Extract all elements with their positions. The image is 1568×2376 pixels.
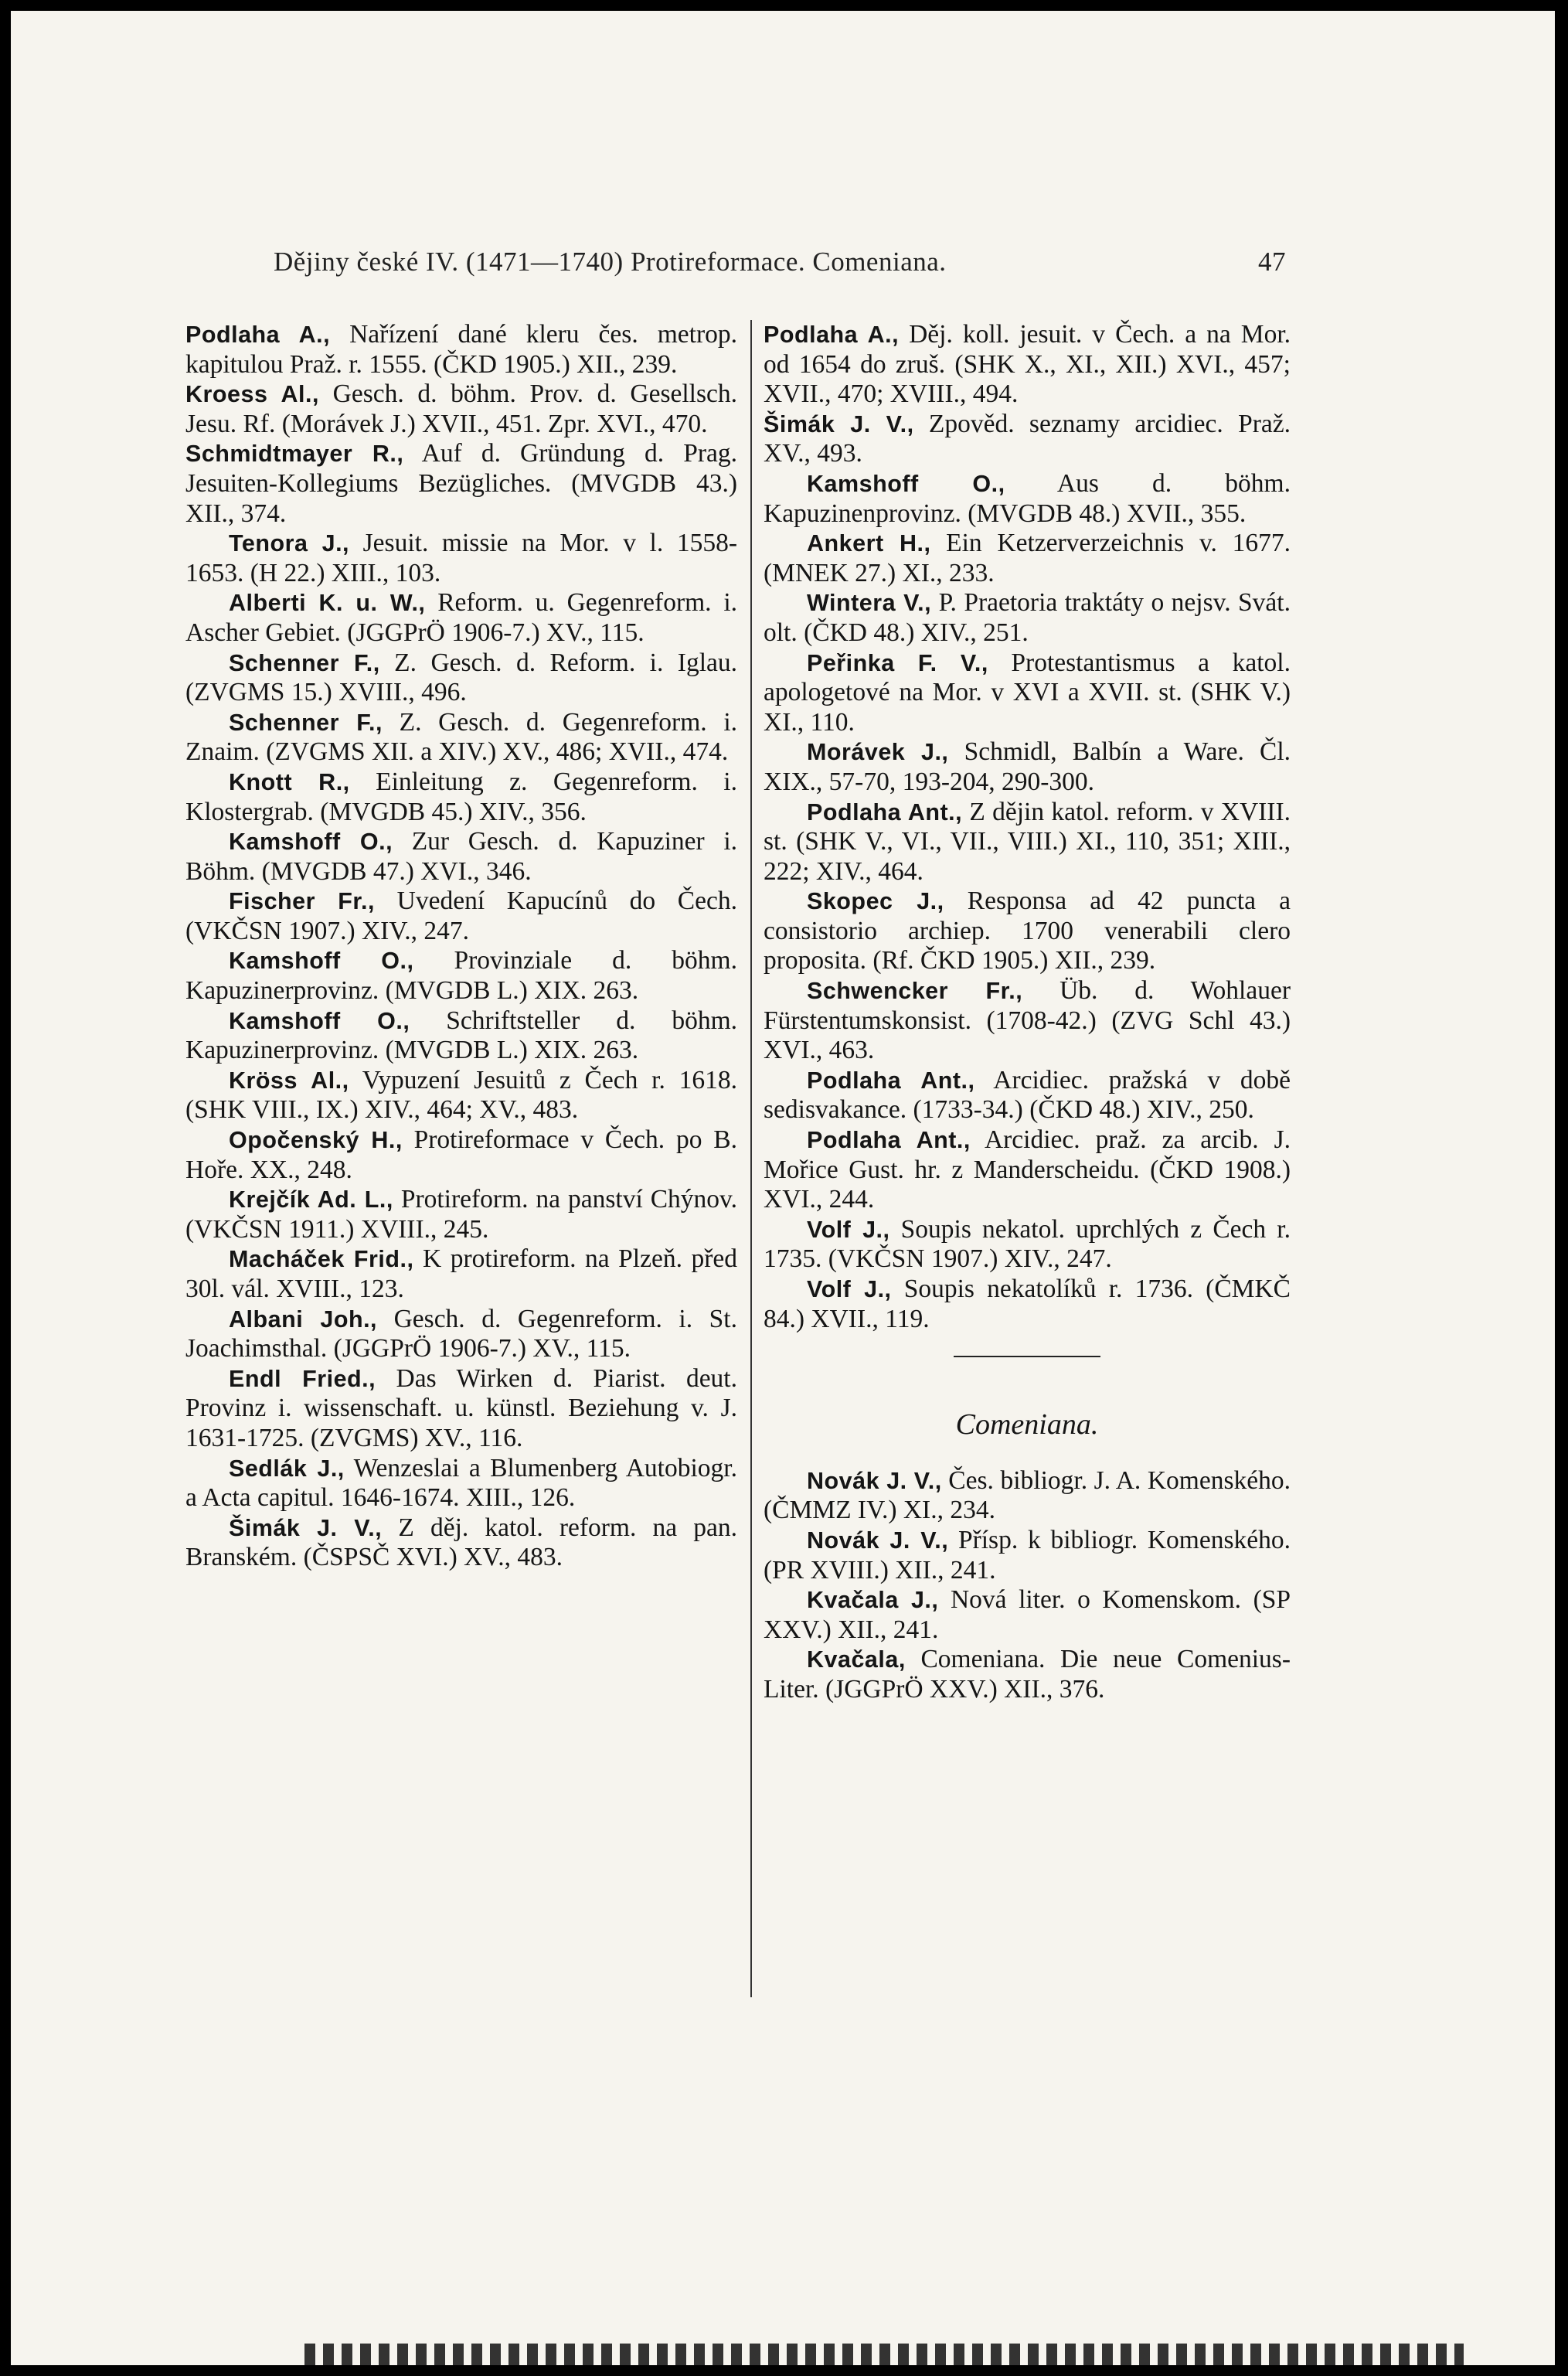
entry-author: Kvačala J., <box>807 1587 939 1614</box>
entry-author: Macháček Frid., <box>229 1246 414 1273</box>
entry-author: Volf J., <box>807 1216 890 1243</box>
bibliography-entry <box>185 1006 737 1066</box>
entry-text: Z. Gesch. d. Reform. i. Iglau. (ZVGMS 15.) XVIII., 496. <box>185 648 737 707</box>
bibliography-entry <box>185 1305 737 1364</box>
entry-text: Z děj. katol. reform. na pan. Branském. (ČSPSČ XVI.) XV., 483. <box>185 1513 737 1572</box>
entry-text: Z dějin katol. reform. v XVIII. st. (SHK V., VI., VII., VIII.) XI., 110, 351; XIII., 222; XIV., 464. <box>764 797 1291 886</box>
entry-text: Comeniana. Die neue Comenius-Liter. (JGGPrÖ XXV.) XII., 376. <box>764 1645 1291 1704</box>
bibliography-entry <box>185 320 737 380</box>
entry-text: Üb. d. Wohlauer Fürstentumskonsist. (1708-42.) (ZVG Schl 43.) XVI., 463. <box>764 976 1291 1065</box>
bibliography-entry <box>185 648 737 708</box>
running-head-title: Dějiny české IV. (1471—1740) Protireformace. Comeniana. <box>274 247 947 277</box>
bibliography-entry <box>764 1466 1291 1526</box>
entry-text: Schriftsteller d. böhm. Kapuzinerprovinz. (MVGDB L.) XIX. 263. <box>185 1006 737 1065</box>
bibliography-entry <box>185 946 737 1006</box>
bibliography-entry <box>185 1185 737 1244</box>
entry-text: Soupis nekatolíků r. 1736. (ČMKČ 84.) XVII., 119. <box>764 1275 1291 1333</box>
entry-text: Nová liter. o Komenskom. (SP XXV.) XII., 241. <box>764 1585 1291 1644</box>
entry-author: Peřinka F. V., <box>807 649 988 676</box>
bibliography-entry <box>185 529 737 588</box>
entry-text: Děj. koll. jesuit. v Čech. a na Mor. od 1654 do zruš. (SHK X., XI., XII.) XVI., 457; XVII., 470; XVIII., 494. <box>764 320 1291 409</box>
entry-text: Ein Ketzerverzeichnis v. 1677. (MNEK 27.) XI., 233. <box>764 529 1291 587</box>
bibliography-entry <box>764 1526 1291 1585</box>
entry-text: Nařízení dané kleru čes. metrop. kapitulou Praž. r. 1555. (ČKD 1905.) XII., 239. <box>185 320 737 379</box>
bibliography-entry <box>185 887 737 946</box>
bibliography-entry <box>185 1364 737 1454</box>
entry-author: Podlaha A., <box>185 322 331 348</box>
bibliography-entry <box>764 529 1291 588</box>
section-title-comeniana: Comeniana. <box>955 1408 1099 1442</box>
bibliography-entry <box>764 1585 1291 1645</box>
bibliography-entry <box>764 648 1291 738</box>
entry-text: Arcidiec. pražská v době sedisvakance. (1733-34.) (ČKD 48.) XIV., 250. <box>764 1065 1291 1125</box>
entry-author: Krejčík Ad. L., <box>229 1186 393 1214</box>
bibliography-entry <box>185 827 737 887</box>
entry-author: Kroess Al., <box>185 381 319 408</box>
entry-author: Tenora J., <box>229 530 350 557</box>
entry-text: Gesch. d. böhm. Prov. d. Gesellsch. Jesu. Rf. (Morávek J.) XVII., 451. Zpr. XVI., 470. <box>185 380 737 438</box>
bibliography-entry <box>764 320 1291 410</box>
entry-text: Čes. bibliogr. J. A. Komenského. (ČMMZ IV.) XI., 234. <box>764 1465 1291 1525</box>
entry-author: Schmidtmayer R., <box>185 441 404 468</box>
entry-text: Vypuzení Jesuitů z Čech r. 1618. (SHK VIII., IX.) XIV., 464; XV., 483. <box>185 1065 737 1125</box>
entry-author: Fischer Fr., <box>229 888 375 915</box>
entry-author: Kvačala, <box>807 1646 906 1673</box>
entry-author: Schenner F., <box>229 649 380 676</box>
entry-text: Protireform. na panství Chýnov. (VKČSN 1911.) XVIII., 245. <box>185 1185 737 1244</box>
entry-text: Schmidl, Balbín a Ware. Čl. XIX., 57-70, 193-204, 290-300. <box>764 737 1291 796</box>
left-column <box>185 320 737 1573</box>
entry-author: Albani Joh., <box>229 1305 378 1333</box>
running-head <box>274 247 1286 277</box>
entry-author: Opočenský H., <box>229 1127 403 1154</box>
column-divider <box>750 320 752 1997</box>
entry-author: Kröss Al., <box>229 1067 349 1094</box>
bibliography-entry <box>185 439 737 529</box>
entry-author: Novák J. V., <box>807 1527 949 1554</box>
bibliography-entry <box>764 887 1291 976</box>
entry-text: Soupis nekatol. uprchlých z Čech r. 1735. (VKČSN 1907.) XIV., 247. <box>764 1214 1291 1274</box>
bibliography-entry <box>764 1215 1291 1275</box>
bibliography-entry <box>185 1125 737 1185</box>
entry-author: Endl Fried., <box>229 1365 376 1392</box>
right-column-entries <box>764 320 1291 1334</box>
entry-text: P. Praetoria traktáty o nejsv. Svát. olt. (ČKD 48.) XIV., 251. <box>764 588 1291 647</box>
entry-author: Alberti K. u. W., <box>229 590 426 617</box>
entry-author: Kamshoff O., <box>229 829 393 856</box>
entry-text: Uvedení Kapucínů do Čech. (VKČSN 1907.) XIV., 247. <box>185 887 737 945</box>
entry-author: Kamshoff O., <box>807 470 1005 497</box>
entry-author: Schenner F., <box>229 709 383 736</box>
entry-author: Volf J., <box>807 1276 892 1302</box>
entry-text: K protireform. na Plzeň. před 30l. vál. XVIII., 123. <box>185 1244 737 1303</box>
bibliography-entry <box>185 380 737 439</box>
entry-text: Arcidiec. praž. za arcib. J. Mořice Gust. hr. z Manderscheidu. (ČKD 1908.) XVI., 244. <box>764 1125 1291 1214</box>
entry-text: Wenzeslai a Blumenberg Autobiogr. a Acta capitul. 1646-1674. XIII., 126. <box>185 1453 737 1513</box>
bibliography-entry <box>185 1244 737 1304</box>
entry-text: Auf d. Gründung d. Prag. Jesuiten-Kollegiums Bezügliches. (MVGDB 43.) XII., 374. <box>185 439 737 528</box>
entry-text: Z. Gesch. d. Gegenreform. i. Znaim. (ZVGMS XII. a XIV.) XV., 486; XVII., 474. <box>185 707 738 767</box>
entry-text: Gesch. d. Gegenreform. i. St. Joachimsthal. (JGGPrÖ 1906-7.) XV., 115. <box>185 1304 737 1363</box>
entry-author: Wintera V., <box>807 590 932 617</box>
entry-author: Šimák J. V., <box>764 410 914 437</box>
entry-author: Kamshoff O., <box>229 948 414 975</box>
entry-text: Přísp. k bibliogr. Komenského. (PR XVIII.) XII., 241. <box>764 1525 1291 1585</box>
bibliography-entry <box>764 1066 1291 1125</box>
entry-author: Podlaha Ant., <box>807 798 963 825</box>
entry-author: Ankert H., <box>807 530 931 557</box>
page-number: 47 <box>1258 247 1286 277</box>
bibliography-entry <box>185 1454 737 1513</box>
entry-text: Zur Gesch. d. Kapuziner i. Böhm. (MVGDB 47.) XVI., 346. <box>185 827 738 886</box>
entry-text: Reform. u. Gegenreform. i. Ascher Gebiet. (JGGPrÖ 1906-7.) XV., 115. <box>185 588 738 647</box>
bibliography-entry <box>185 1066 737 1125</box>
entry-author: Morávek J., <box>807 739 949 766</box>
entry-author: Podlaha Ant., <box>807 1067 975 1094</box>
book-page <box>11 11 1555 2365</box>
comeniana-entries <box>764 1466 1291 1705</box>
entry-author: Kamshoff O., <box>229 1007 410 1034</box>
scan-artifact <box>304 2344 1464 2365</box>
bibliography-entry <box>764 737 1291 797</box>
bibliography-entry <box>185 768 737 827</box>
bibliography-entry <box>764 469 1291 529</box>
bibliography-entry <box>764 976 1291 1066</box>
bibliography-entry <box>764 410 1291 469</box>
entry-text: Einleitung z. Gegenreform. i. Klostergrab. (MVGDB 45.) XIV., 356. <box>185 767 737 826</box>
bibliography-entry <box>185 1513 737 1573</box>
entry-text: Protireformace v Čech. po B. Hoře. XX., 248. <box>185 1125 737 1184</box>
entry-text: Aus d. böhm. Kapuzinenprovinz. (MVGDB 48.) XVII., 355. <box>764 468 1291 528</box>
entry-text: Jesuit. missie na Mor. v l. 1558-1653. (H 22.) XIII., 103. <box>185 529 737 587</box>
bibliography-entry <box>764 798 1291 887</box>
entry-author: Knott R., <box>229 768 350 795</box>
bibliography-entry <box>764 588 1291 648</box>
bibliography-entry <box>764 1125 1291 1215</box>
entry-text: Protestantismus a katol. apologetové na Mor. v XVI a XVII. st. (SHK V.) XI., 110. <box>764 648 1291 737</box>
entry-text: Provinziale d. böhm. Kapuzinerprovinz. (MVGDB L.) XIX. 263. <box>185 946 737 1006</box>
bibliography-entry <box>764 1275 1291 1334</box>
bibliography-entry <box>185 588 737 648</box>
entry-author: Skopec J., <box>807 888 944 915</box>
entry-author: Podlaha Ant., <box>807 1127 971 1154</box>
bibliography-entry <box>764 1645 1291 1704</box>
entry-author: Schwencker Fr., <box>807 978 1023 1005</box>
entry-author: Novák J. V., <box>807 1467 942 1494</box>
right-column <box>764 320 1291 1705</box>
entry-author: Sedlák J., <box>229 1455 345 1482</box>
entry-text: Zpověd. seznamy arcidiec. Praž. XV., 493. <box>764 409 1291 468</box>
entry-author: Šimák J. V., <box>229 1514 383 1541</box>
section-divider <box>954 1356 1100 1357</box>
entry-text: Das Wirken d. Piarist. deut. Provinz i. wissenschaft. u. künstl. Beziehung v. J. 1631-1725. (ZVGMS) XV., 116. <box>185 1363 737 1452</box>
entry-author: Podlaha A., <box>764 322 900 348</box>
bibliography-entry <box>185 708 737 768</box>
entry-text: Responsa ad 42 puncta a consistorio archiep. 1700 venerabili clero proposita. (Rf. ČKD 1905.) XII., 239. <box>764 887 1291 975</box>
